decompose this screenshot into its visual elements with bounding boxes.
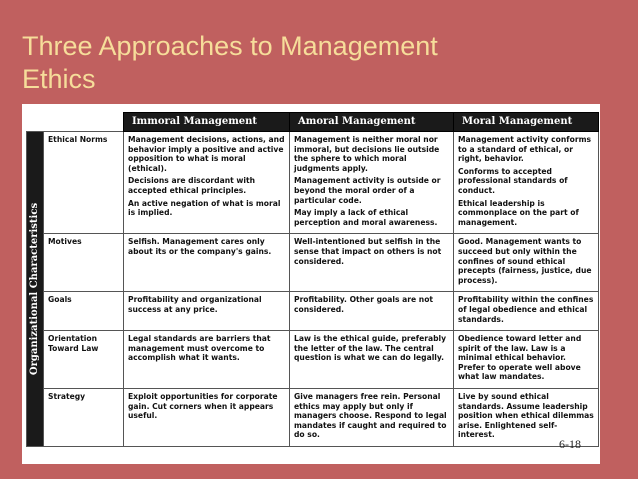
table-row: [27, 132, 599, 234]
table-cell: [290, 389, 454, 447]
side-label-cell: [27, 132, 44, 447]
table-row: [27, 292, 599, 331]
table-cell: [290, 234, 454, 292]
cell-paragraph: Profitability and organizational success at any price.: [128, 295, 262, 314]
cell-paragraph: Law is the ethical guide, preferably the letter of the law. The central question is what we can do legally.: [294, 334, 447, 363]
row-label: Goals: [44, 292, 124, 331]
header-amoral: Amoral Management: [290, 113, 454, 132]
table-cell: [290, 292, 454, 331]
cell-paragraph: Give managers free rein. Personal ethics may apply but only if managers choose. Respond to legal mandates if caught and required to do so.: [294, 392, 447, 440]
table-cell: [124, 331, 290, 389]
table-cell: [454, 292, 599, 331]
row-label: Strategy: [44, 389, 124, 447]
table-row: [27, 234, 599, 292]
header-corner: [27, 113, 124, 132]
cell-paragraph: Management decisions, actions, and behavior imply a positive and active opposition to what is moral (ethical).: [128, 135, 285, 173]
table-cell: [124, 234, 290, 292]
title-line-2: Ethics: [22, 64, 96, 94]
title-line-1: Three Approaches to Management: [22, 31, 438, 61]
cell-paragraph: An active negation of what is moral is implied.: [128, 198, 281, 218]
cell-paragraph: Obedience toward letter and spirit of the law. Law is a minimal ethical behavior. Prefer to operate well above what law mandates.: [458, 334, 582, 382]
ethics-approaches-table: [26, 112, 599, 447]
table-row: [27, 389, 599, 447]
row-label: Motives: [44, 234, 124, 292]
table-cell: [124, 132, 290, 234]
cell-paragraph: Conforms to accepted professional standards of conduct.: [458, 166, 568, 195]
cell-paragraph: Selfish. Management cares only about its or the company's gains.: [128, 237, 272, 256]
table-cell: [454, 331, 599, 389]
table-cell: [454, 234, 599, 292]
table-row: [27, 331, 599, 389]
cell-paragraph: Management activity is outside or beyond the moral order of a particular code.: [294, 176, 441, 205]
cell-paragraph: Legal standards are barriers that management must overcome to accomplish what it wants.: [128, 334, 271, 363]
cell-paragraph: Good. Management wants to succeed but only within the confines of sound ethical precepts (fairness, justice, due process).: [458, 237, 592, 285]
header-row: [27, 113, 599, 132]
table-cell: [454, 132, 599, 234]
side-label: Organizational Characteristics: [29, 202, 41, 376]
slide-title: [22, 30, 582, 96]
header-moral: Moral Management: [454, 113, 599, 132]
table-cell: [290, 331, 454, 389]
cell-paragraph: Live by sound ethical standards. Assume leadership position when ethical dilemmas arise. Enlightened self-interest.: [458, 392, 594, 440]
cell-paragraph: Management is neither moral nor immoral, but decisions lie outside the sphere to which moral judgments apply.: [294, 135, 440, 173]
header-immoral: Immoral Management: [124, 113, 290, 132]
cell-paragraph: Profitability. Other goals are not considered.: [294, 295, 434, 314]
row-label: Ethical Norms: [44, 132, 124, 234]
cell-paragraph: Profitability within the confines of legal obedience and ethical standards.: [458, 295, 594, 324]
cell-paragraph: May imply a lack of ethical perception and moral awareness.: [294, 208, 438, 227]
table-cell: [124, 292, 290, 331]
table-cell: [290, 132, 454, 234]
cell-paragraph: Decisions are discordant with accepted ethical principles.: [128, 176, 256, 195]
cell-paragraph: Management activity conforms to a standard of ethical, or right, behavior.: [458, 135, 591, 164]
page-number: 6-18: [559, 437, 581, 451]
cell-paragraph: Ethical leadership is commonplace on the part of management.: [458, 198, 579, 227]
cell-paragraph: Well-intentioned but selfish in the sense that impact on others is not considered.: [294, 237, 442, 266]
row-label: Orientation Toward Law: [44, 331, 124, 389]
cell-paragraph: Exploit opportunities for corporate gain. Cut corners when it appears useful.: [128, 392, 278, 421]
table-cell: [124, 389, 290, 447]
